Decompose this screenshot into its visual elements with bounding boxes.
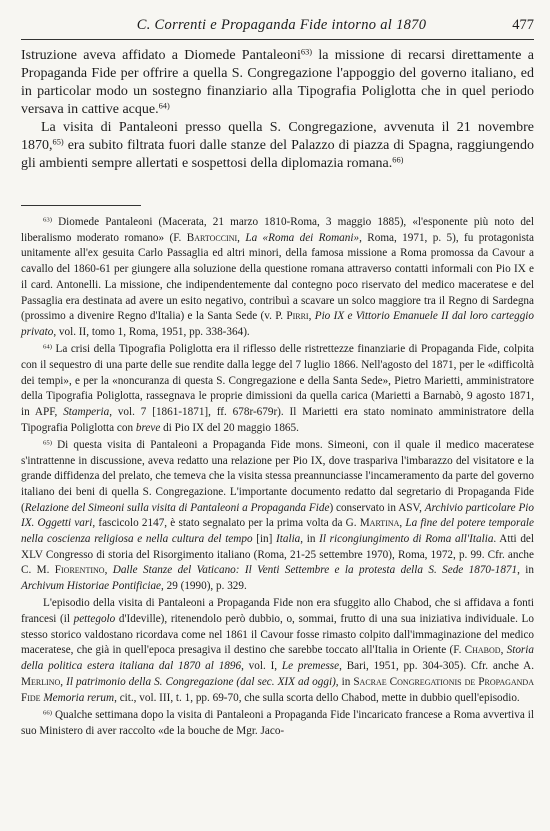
footnote-marker: 63)	[43, 216, 52, 224]
document-title: Relazione del Simeoni sulla visita di Pantaleoni a Propaganda Fide	[24, 501, 330, 514]
main-text	[21, 47, 534, 173]
text-run: , cit., vol. III, t. 1, pp. 69-70, che sulla scorta dello Chabod, mette in dubbio quell'episodio.	[114, 691, 520, 704]
text-run: la missione di recarsi direttamente a Propaganda Fide per offrire a quella S. Congregazione l'appoggio del governo italiano, ed in particolar modo un sostegno finanziario alla Tipografia Poliglotta che in quel periodo versava in cattive acque.	[21, 48, 534, 117]
footnote-marker: 66)	[43, 709, 52, 717]
text-run: , Bari, 1951, pp. 304-305). Cfr. anche A.	[339, 660, 535, 673]
book-title: Italia	[276, 533, 301, 546]
series-title: Sacrae Congregationis de Propaganda Fide	[21, 675, 534, 704]
journal-title: Archivum Historiae Pontificiae	[21, 580, 162, 593]
text-run: , Roma, 1971, p. 5), fu protagonista unitamente all'ex gesuita Carlo Passaglia ed altri minori, della famosa missione a Roma promossa da Cavour a cavallo del 1860-61 per giungere alla soluzione della questione romana attraverso contatti informali con Pio IX e il card. Antonelli. La missione, che indipendentemente dal contegno poco riservato del medico maceratese e del Passaglia era destinata ad avere un esito negativo, contribuì a scavare un solco maggiore tra il Regno di Sardegna (prossimo a divenire Regno d'Italia) e la Santa Sede (v. P.	[21, 231, 535, 323]
running-header	[21, 17, 534, 40]
text-run: La visita di Pantaleoni presso quella S. Congregazione, avvenuta il 21 novembre 1870,	[21, 120, 534, 153]
text-run: Diomede Pantaleoni (Macerata, 21 marzo 1810-Roma, 3 maggio 1885), «l'esponente più noto del liberalismo moderato romano» (F.	[21, 216, 534, 244]
running-title: C. Correnti e Propaganda Fide intorno al 1870	[136, 17, 427, 33]
text-run: , in	[335, 675, 354, 688]
text-run: era subito filtrata fuori dalle stanze del Palazzo di piazza di Spagna, raggiungendo gli ambienti sempre allertati e sospettosi della diplomazia romana.	[21, 138, 534, 171]
author-name: Martina	[359, 517, 400, 530]
italic-term: pettegolo	[73, 613, 116, 626]
body-paragraph-1	[21, 47, 534, 119]
footnote-63	[21, 215, 534, 341]
footnote-marker: 65)	[43, 439, 52, 447]
author-name: Pirri	[286, 310, 309, 323]
text-run: , fascicolo 2147, è stato segnalato per la prima volta da G.	[92, 517, 360, 530]
text-run: , vol. I,	[241, 660, 282, 673]
text-run: ,	[399, 517, 406, 530]
text-run: di Pio IX del 20 maggio 1865.	[160, 421, 299, 434]
page-number: 477	[512, 17, 534, 33]
book-title: Il ricongiungimento di Roma all'Italia	[319, 533, 494, 546]
text-run: . Atti del XLV Congresso di storia del Risorgimento italiano (Roma, 21-25 settembre 1970), Roma, 1972, p. 99. Cfr. anche C. M.	[21, 533, 535, 577]
text-run: ,	[308, 310, 315, 323]
text-run: d'Ideville), ritenendolo però dubbio, o, sommai, frutto di una sua iniziativa individuale. Lo stesso storico valdostano ricordava come nel 1861 il Cavour fosse rimasto colpito dall'immaginazione del medico maceratese, che già in quell'epoca presagiva il destino che sarebbe toccato all'Italia in Oriente (F.	[21, 613, 534, 657]
author-name: Merlino	[21, 675, 61, 688]
footnote-66	[21, 708, 534, 739]
footnote-marker: 64)	[43, 343, 52, 351]
text-run: , vol. II, tomo 1, Roma, 1951, pp. 338-364).	[53, 325, 250, 338]
book-title: La «Roma dei Romani»	[245, 231, 360, 244]
text-run: Di questa visita di Pantaleoni a Propaganda Fide mons. Simeoni, con il quale il medico maceratese s'intrattenne in discussione, aveva redatto una relazione per Pio IX, dove traspariva l'imbarazzo del visitatore e la grande diffidenza del prelato, che temeva che la visita stessa preannunciasse l'incameramento da parte del governo italiano dei beni di quella S. Congregazione. L'importante documento redatto dal segretario di Propaganda Fide (	[21, 438, 534, 514]
text-run: , vol. 7 [1861-1871], ff. 678r-679r). Il Marietti era stato nominato amministratore della Tipografia Poliglotta con	[21, 405, 534, 434]
article-title: Dalle Stanze del Vaticano: Il Venti Settembre e la protesta della S. Sede 1870-1871	[112, 564, 518, 577]
footnote-ref-63: 63)	[300, 47, 313, 57]
text-run: , 29 (1990), p. 329.	[161, 580, 247, 593]
text-run: La crisi della Tipografia Poliglotta era il riflesso delle ristrettezze finanziarie di Propaganda Fide, colpita con il sequestro di una parte delle sue rendite dalla legge del 7 luglio 1866. Nell'agosto del 1871, per le «difficoltà dei tempi», e per la «noncuranza di questa S. Congregazione e della Santa Sede», Pietro Marietti, amministratore della Tipografia Poliglotta, rassegnava le proprie dimissioni da quella carica (Marietti a Barnabò, 9 agosto 1871, in APF,	[21, 343, 534, 418]
book-title: Storia della politica estera italiana dal 1870 al 1896	[21, 644, 534, 673]
footnote-65-continuation	[21, 596, 534, 706]
text-run: L'episodio della visita di Pantaleoni a Propaganda Fide non era sfuggito allo Chabod, che si affidava a fonti francesi (il	[21, 597, 534, 626]
footnote-65	[21, 438, 534, 595]
footnotes	[21, 215, 534, 741]
italic-term: breve	[135, 421, 161, 434]
text-run: ,	[60, 675, 67, 688]
text-run: ,	[104, 564, 113, 577]
footnote-separator	[21, 205, 141, 206]
book-title: Le premesse	[281, 660, 340, 673]
text-run: Qualche settimana dopo la visita di Pantaleoni a Propaganda Fide l'incaricato francese a Roma avvertiva il suo Ministero di aver raccolto «de la bouche de Mgr. Jaco-	[21, 708, 534, 737]
text-run: [in]	[252, 533, 277, 546]
text-run: , in	[517, 564, 535, 577]
text-run: Istruzione aveva affidato a Diomede Pantaleoni	[21, 48, 301, 63]
article-title: Il patrimonio della S. Congregazione (dal sec. XIX ad oggi)	[66, 675, 336, 688]
archive-title: Archivio particolare Pio IX. Oggetti vari	[21, 501, 534, 530]
book-title: Memoria rerum	[43, 691, 115, 704]
book-title: La fine del potere temporale nella coscienza religiosa e nella cultura del tempo	[21, 517, 534, 546]
footnote-ref-66: 66)	[392, 155, 404, 165]
author-name: Fiorentino	[54, 564, 105, 577]
text-run: ) conservato in ASV,	[329, 501, 425, 514]
archive-title: Stamperia	[63, 405, 110, 418]
book-title: Pio IX e Vittorio Emanuele II dal loro carteggio privato	[21, 310, 535, 338]
text-run: ,	[237, 231, 246, 244]
footnote-ref-64: 64)	[158, 101, 170, 111]
author-name: Chabod	[464, 644, 501, 657]
footnote-ref-65: 65)	[52, 137, 64, 147]
author-name: Bartoccini	[186, 231, 238, 244]
text-run: , in	[300, 533, 320, 546]
body-paragraph-2	[21, 119, 534, 173]
footnote-64	[21, 342, 534, 436]
text-run: ,	[500, 644, 507, 657]
